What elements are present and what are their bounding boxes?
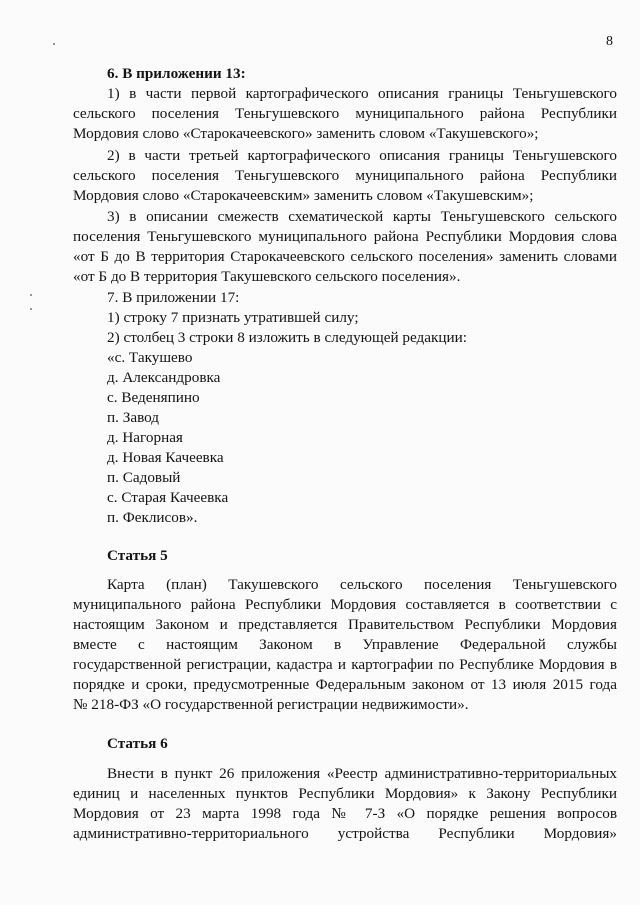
article6-line: единиц и населенных пунктов Республики Мордовия» к Закону Республики — [73, 785, 617, 802]
scan-speck — [53, 43, 55, 45]
article5-line: № 218-ФЗ «О государственной регистрации недвижимости». — [73, 696, 469, 713]
settlement-item: п. Завод — [107, 409, 160, 426]
appendix13-item3-line: поселения Теньгушевского муниципального района Республики Мордовия слова — [73, 228, 617, 245]
appendix13-item2-line: 2) в части третьей картографического описания границы Теньгушевского — [107, 147, 617, 164]
article6-line: Внести в пункт 26 приложения «Реестр административно-территориальных — [107, 765, 617, 782]
article5-line: муниципального района Республики Мордовия составляется в соответствии с — [73, 596, 617, 613]
settlement-item: д. Нагорная — [107, 429, 183, 446]
appendix13-item1-line: сельского поселения Теньгушевского муниципального района Республики — [73, 105, 617, 122]
article6-title: Статья 6 — [107, 735, 168, 752]
appendix17-item1: 1) строку 7 признать утратившей силу; — [107, 309, 359, 326]
article5-line: порядке и сроки, предусмотренные Федеральным законом от 13 июля 2015 года — [73, 676, 617, 693]
appendix13-item2-line: сельского поселения Теньгушевского муниципального района Республики — [73, 167, 617, 184]
appendix13-item1-line: 1) в части первой картографического описания границы Теньгушевского — [107, 85, 617, 102]
settlement-item: с. Веденяпино — [107, 389, 200, 406]
appendix13-item3-line: «от Б до В территория Старокачеевского сельского поселения» заменить словами — [73, 248, 617, 265]
article5-line: Карта (план) Такушевского сельского поселения Теньгушевского — [107, 576, 617, 593]
article5-line: государственной регистрации, кадастра и картографии по Республике Мордовия в — [73, 656, 617, 673]
settlement-item: «с. Такушево — [107, 349, 193, 366]
settlement-item: п. Феклисов». — [107, 509, 198, 526]
article6-line: Мордовия от 23 марта 1998 года № 7-З «О порядке решения вопросов — [73, 805, 617, 822]
article6-line: административно-территориального устройства Республики Мордовия» — [73, 825, 617, 842]
scan-speck — [30, 308, 32, 310]
article5-line: вместе с настоящим Законом в Управление Федеральной службы — [73, 636, 617, 653]
settlement-item: п. Садовый — [107, 469, 181, 486]
settlement-item: с. Старая Качеевка — [107, 489, 229, 506]
settlement-item: д. Александровка — [107, 369, 221, 386]
page-number: 8 — [606, 34, 613, 49]
appendix17-item2: 2) столбец 3 строки 8 изложить в следующей редакции: — [107, 329, 467, 346]
article5-line: настоящим Законом и представляется Правительством Республики Мордовия — [73, 616, 617, 633]
appendix13-item1-line: Мордовия слово «Старокачеевского» заменить словом «Такушевского»; — [73, 125, 539, 142]
article5-title: Статья 5 — [107, 547, 168, 564]
appendix13-item2-line: Мордовия слово «Старокачеевским» заменить словом «Такушевским»; — [73, 187, 534, 204]
appendix13-heading: 6. В приложении 13: — [107, 65, 246, 82]
scan-speck — [30, 294, 32, 296]
appendix17-heading: 7. В приложении 17: — [107, 289, 240, 306]
appendix13-item3-line: «от Б до В территория Такушевского сельского поселения». — [73, 268, 461, 285]
appendix13-item3-line: 3) в описании смежеств схематической карты Теньгушевского сельского — [107, 208, 617, 225]
settlement-item: д. Новая Качеевка — [107, 449, 224, 466]
